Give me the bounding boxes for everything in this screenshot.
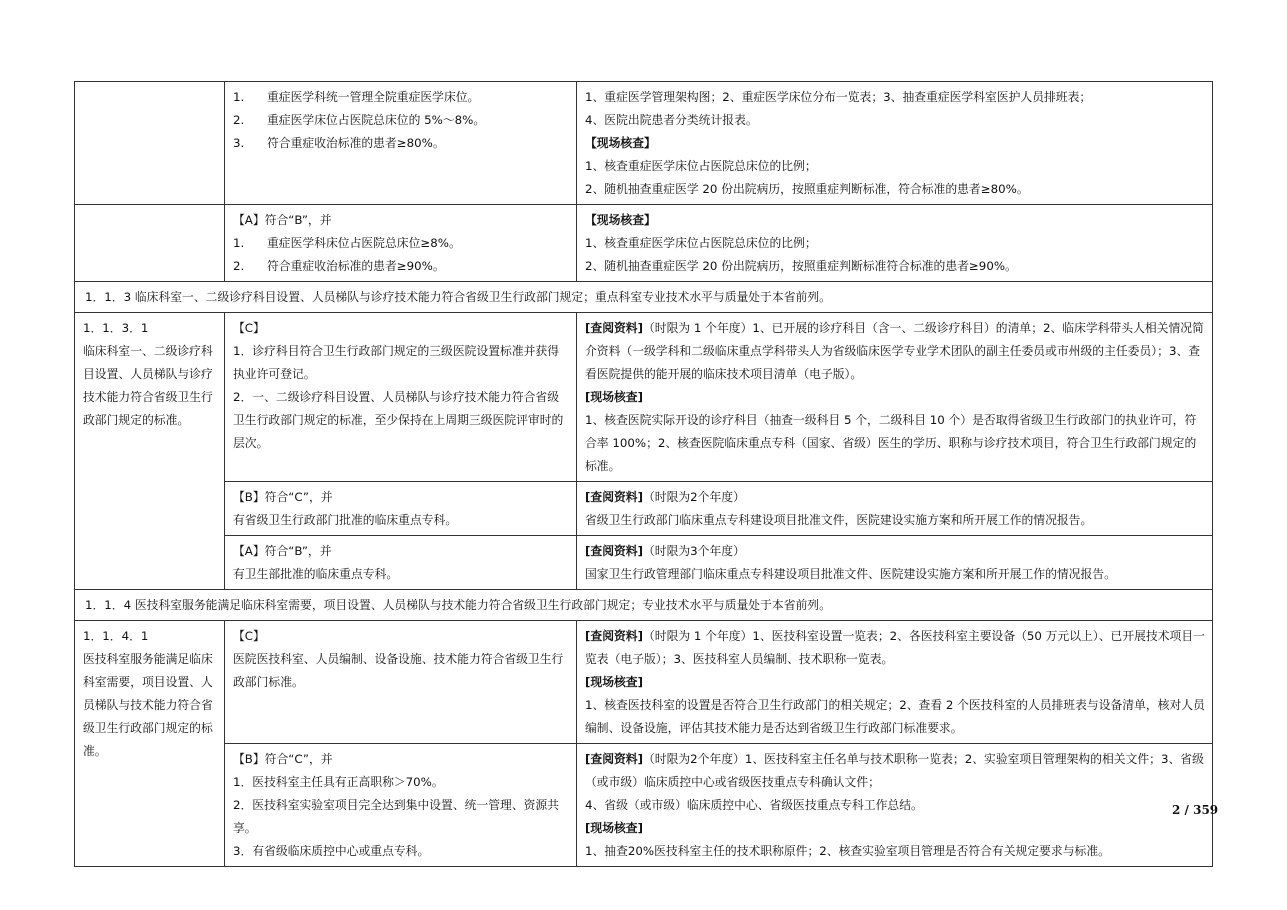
grade-label: 【C】 <box>233 321 265 335</box>
grade-label: 【B】符合“C”，并 <box>233 752 333 766</box>
item-cell-empty <box>75 82 225 205</box>
item-id: 1．1．4．1 <box>83 629 149 643</box>
table-row <box>75 621 1213 744</box>
criteria-text: 有省级卫生行政部门批准的临床重点专科。 <box>233 513 458 527</box>
table-row <box>75 205 1213 282</box>
method-line: 2、随机抽查重症医学 20 份出院病历，按照重症判断标准，符合标准的患者≥80%。 <box>585 182 1029 196</box>
section-row <box>75 282 1213 313</box>
method-cell <box>577 82 1213 205</box>
item-title: 医技科室服务能满足临床科室需要，项目设置、人员梯队与技术能力符合省级卫生行政部门规定的标准。 <box>83 652 213 758</box>
onsite-check-label: 【现场核查】 <box>585 136 656 150</box>
criteria-cell <box>225 482 577 536</box>
criteria-cell <box>225 621 577 744</box>
criteria-text: 2．医技科室实验室项目完全达到集中设置、统一管理、资源共享。 <box>233 798 560 835</box>
method-cell <box>577 744 1213 867</box>
method-cell <box>577 313 1213 482</box>
section-row <box>75 590 1213 621</box>
criteria-line: 2. 符合重症收治标准的患者≥90%。 <box>233 259 445 273</box>
criteria-line: 2. 重症医学床位占医院总床位的 5%～8%。 <box>233 113 486 127</box>
method-cell <box>577 621 1213 744</box>
item-cell-1141 <box>75 621 225 867</box>
onsite-check-label: [现场核查] <box>585 390 643 404</box>
table-row <box>75 313 1213 482</box>
method-line: [查阅资料]（时限为3个年度） <box>585 544 745 558</box>
onsite-check-label: [现场核查] <box>585 675 643 689</box>
method-line: 1、核查重症医学床位占医院总床位的比例； <box>585 159 817 173</box>
standards-table <box>74 81 1213 867</box>
criteria-cell <box>225 205 577 282</box>
item-id: 1．1．3．1 <box>83 321 149 335</box>
section-heading-113: 1．1．3 临床科室一、二级诊疗科目设置、人员梯队与诊疗技术能力符合省级卫生行政部门规定；重点科室专业技术水平与质量处于本省前列。 <box>75 282 1213 313</box>
onsite-check-label: [现场核查] <box>585 821 643 835</box>
onsite-check-label: 【现场核查】 <box>585 213 656 227</box>
table-row <box>75 536 1213 590</box>
grade-label: 【C】 <box>233 629 265 643</box>
method-line: 国家卫生行政管理部门临床重点专科建设项目批准文件、医院建设实施方案和所开展工作的情况报告。 <box>585 567 1116 581</box>
criteria-text: 1．医技科室主任具有正高职称＞70%。 <box>233 775 444 789</box>
criteria-text: 2．一、二级诊疗科目设置、人员梯队与诊疗技术能力符合省级卫生行政部门规定的标准，至少保持在上周期三级医院评审时的层次。 <box>233 390 564 450</box>
section-heading-114: 1．1．4 医技科室服务能满足临床科室需要，项目设置、人员梯队与技术能力符合省级卫生行政部门规定；专业技术水平与质量处于本省前列。 <box>75 590 1213 621</box>
method-paragraph: 1、核查医技科室的设置是否符合卫生行政部门的相关规定；2、查看 2 个医技科室的人员排班表与设备清单，核对人员编制、设备设施，评估其技术能力是否达到省级卫生行政部门标准要求。 <box>585 698 1205 735</box>
criteria-cell <box>225 744 577 867</box>
method-line: 1、抽查20%医技科室主任的技术职称原件；2、核查实验室项目管理是否符合有关规定要求与标准。 <box>585 844 1110 858</box>
method-line: [查阅资料]（时限为2个年度） <box>585 490 745 504</box>
criteria-cell <box>225 82 577 205</box>
criteria-line: 3. 符合重症收治标准的患者≥80%。 <box>233 136 445 150</box>
method-line: 1、核查重症医学床位占医院总床位的比例； <box>585 236 817 250</box>
method-line: 2、随机抽查重症医学 20 份出院病历，按照重症判断标准符合标准的患者≥90%。 <box>585 259 1017 273</box>
criteria-text: 1．诊疗科目符合卫生行政部门规定的三级医院设置标准并获得执业许可登记。 <box>233 344 560 381</box>
method-line: 4、医院出院患者分类统计报表。 <box>585 113 758 127</box>
method-paragraph: 1、核查医院实际开设的诊疗科目（抽查一级科目 5 个，二级科目 10 个）是否取得省级卫生行政部门的执业许可，符合率 100%；2、核查医院临床重点专科（国家、省级）医生的学历、职称与诊疗技术项目，符合卫生行政部门规定的标准。 <box>585 413 1197 473</box>
method-paragraph: [查阅资料]（时限为 1 个年度）1、医技科室设置一览表；2、各医技科室主要设备（50 万元以上）、已开展技术项目一览表（电子版）；3、医技科室人员编制、技术职称一览表。 <box>585 629 1205 666</box>
method-cell <box>577 205 1213 282</box>
method-line: 省级卫生行政部门临床重点专科建设项目批准文件，医院建设实施方案和所开展工作的情况报告。 <box>585 513 1093 527</box>
table-row <box>75 82 1213 205</box>
criteria-text: 医院医技科室、人员编制、设备设施、技术能力符合省级卫生行政部门标准。 <box>233 652 564 689</box>
criteria-line: 1. 重症医学科统一管理全院重症医学床位。 <box>233 90 480 104</box>
item-cell-1131 <box>75 313 225 590</box>
method-line: 1、重症医学管理架构图；2、重症医学床位分布一览表；3、抽查重症医学科室医护人员排班表； <box>585 90 1092 104</box>
method-paragraph: [查阅资料]（时限为2个年度）1、医技科室主任名单与技术职称一览表；2、实验室项目管理架构的相关文件；3、省级（或市级）临床质控中心或省级医技重点专科确认文件； <box>585 752 1204 789</box>
method-line: 4、省级（或市级）临床质控中心、省级医技重点专科工作总结。 <box>585 798 923 812</box>
grade-label: 【B】符合“C”，并 <box>233 490 333 504</box>
grade-label: 【A】符合“B”，并 <box>233 213 332 227</box>
table-row <box>75 482 1213 536</box>
grade-label: 【A】符合“B”，并 <box>233 544 332 558</box>
criteria-line: 1. 重症医学科床位占医院总床位≥8%。 <box>233 236 461 250</box>
method-paragraph: [查阅资料]（时限为 1 个年度）1、已开展的诊疗科目（含一、二级诊疗科目）的清单；2、临床学科带头人相关情况简介资料（一级学科和二级临床重点学科带头人为省级临床医学专业学术团队的副主任委员或市州级的主任委员）；3、查看医院提供的能开展的临床技术项目清单（电子版）。 <box>585 321 1204 381</box>
method-cell <box>577 536 1213 590</box>
criteria-text: 有卫生部批准的临床重点专科。 <box>233 567 399 581</box>
criteria-cell <box>225 536 577 590</box>
table-row <box>75 744 1213 867</box>
page-number: 2 / 359 <box>1172 803 1219 817</box>
criteria-cell <box>225 313 577 482</box>
method-cell <box>577 482 1213 536</box>
item-cell-empty <box>75 205 225 282</box>
criteria-text: 3．有省级临床质控中心或重点专科。 <box>233 844 430 858</box>
item-title: 临床科室一、二级诊疗科目设置、人员梯队与诊疗技术能力符合省级卫生行政部门规定的标准。 <box>83 344 213 427</box>
